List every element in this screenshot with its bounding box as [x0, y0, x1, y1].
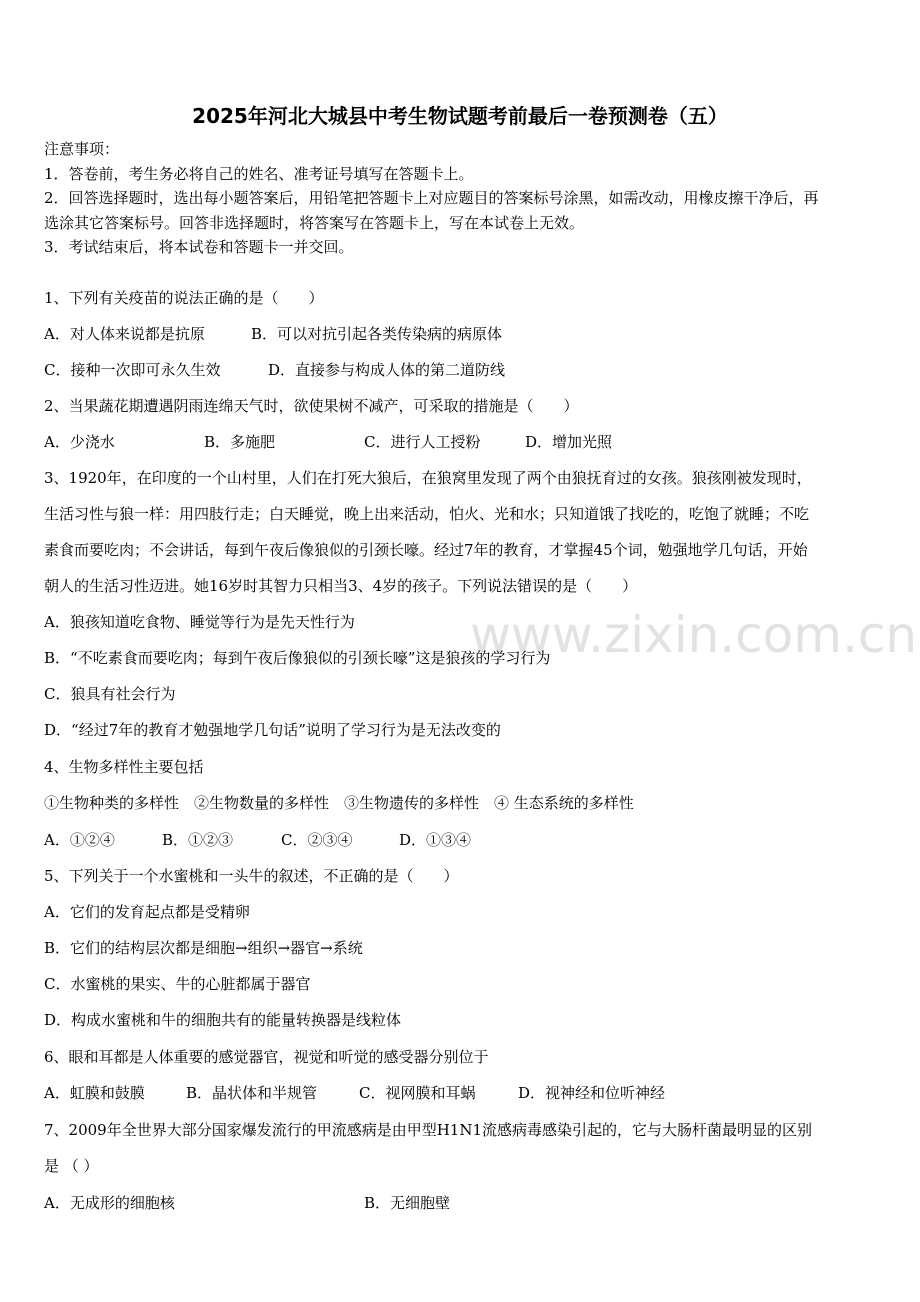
q3-option-a: A．狼孩知道吃食物、睡觉等行为是先天性行为 — [44, 613, 355, 631]
q7-stem-line: 7、2009年全世界大部分国家爆发流行的甲流感病是由甲型H1N1流感病毒感染引起的，它与大肠杆菌最明显的区别 — [44, 1121, 813, 1139]
q3-stem-line: 生活习性与狼一样：用四肢行走；白天睡觉，晚上出来活动，怕火、光和水；只知道饿了找吃的，吃饱了就睡；不吃 — [44, 505, 810, 523]
notice-item: 2．回答选择题时，选出每小题答案后，用铅笔把答题卡上对应题目的答案标号涂黑，如需改动，用橡皮擦干净后，再 — [44, 189, 819, 207]
q5-option-a: A．它们的发育起点都是受精卵 — [44, 903, 250, 921]
q3-stem-line: 素食而要吃肉；不会讲话，每到午夜后像狼似的引颈长嚎。经过7年的教育，才掌握45个词，勉强地学几句话，开始 — [44, 541, 808, 559]
q2-stem: 2、当果蔬花期遭遇阴雨连绵天气时，欲使果树不减产，可采取的措施是（ ） — [44, 397, 579, 415]
notice-item: 3．考试结束后，将本试卷和答题卡一并交回。 — [44, 238, 354, 256]
q1-option-c: C．接种一次即可永久生效 — [44, 361, 221, 379]
q1-options-row2 — [44, 360, 506, 380]
q7-options — [44, 1193, 564, 1213]
q5-option-c: C．水蜜桃的果实、牛的心脏都属于器官 — [44, 975, 311, 993]
q3-stem-line: 3、1920年，在印度的一个山村里，人们在打死大狼后，在狼窝里发现了两个由狼抚育过的女孩。狼孩刚被发现时， — [44, 469, 812, 487]
page-title: 2025年河北大城县中考生物试题考前最后一卷预测卷（五） — [192, 104, 728, 128]
q6-option-d: D．视神经和位听神经 — [518, 1084, 666, 1102]
q6-options — [44, 1083, 704, 1103]
notice-section — [44, 137, 884, 260]
q5-stem: 5、下列关于一个水蜜桃和一头牛的叙述，不正确的是（ ） — [44, 867, 459, 885]
q1-option-d: D．直接参与构成人体的第二道防线 — [268, 361, 506, 379]
q2-options — [44, 432, 684, 452]
q1-options-row1 — [44, 324, 503, 344]
q7-stem-line: 是 （ ） — [44, 1157, 99, 1175]
q2-option-c: C．进行人工授粉 — [364, 433, 481, 451]
q2-option-a: A．少浇水 — [44, 433, 115, 451]
q6-option-b: B．晶状体和半规管 — [186, 1084, 318, 1102]
q7-option-b: B．无细胞壁 — [364, 1194, 451, 1212]
q1-option-b: B．可以对抗引起各类传染病的病原体 — [251, 325, 503, 343]
q3-option-c: C．狼具有社会行为 — [44, 685, 176, 703]
q4-option-b: B．①②③ — [162, 831, 234, 849]
notice-heading: 注意事项： — [44, 140, 120, 158]
q4-options — [44, 830, 504, 850]
q4-stem: 4、生物多样性主要包括 — [44, 758, 204, 776]
q4-option-d: D．①③④ — [399, 831, 472, 849]
q1-option-a: A．对人体来说都是抗原 — [44, 325, 205, 343]
q4-items: ①生物种类的多样性 ②生物数量的多样性 ③生物遗传的多样性 ④ 生态系统的多样性 — [44, 794, 634, 812]
q5-option-b: B．它们的结构层次都是细胞→组织→器官→系统 — [44, 939, 363, 957]
q4-option-c: C．②③④ — [281, 831, 353, 849]
q3-stem-line: 朝人的生活习性迈进。她16岁时其智力只相当3、4岁的孩子。下列说法错误的是（ ） — [44, 577, 638, 595]
q3-option-b: B．“不吃素食而要吃肉；每到午夜后像狼似的引颈长嚎”这是狼孩的学习行为 — [44, 649, 551, 667]
q6-option-a: A．虹膜和鼓膜 — [44, 1084, 145, 1102]
notice-item: 1．答卷前，考生务必将自己的姓名、准考证号填写在答题卡上。 — [44, 164, 474, 183]
q6-option-c: C．视网膜和耳蜗 — [359, 1084, 476, 1102]
q2-option-b: B．多施肥 — [204, 433, 276, 451]
q2-option-d: D．增加光照 — [525, 433, 613, 451]
q5-option-d: D．构成水蜜桃和牛的细胞共有的能量转换器是线粒体 — [44, 1011, 402, 1029]
q4-option-a: A．①②④ — [44, 831, 115, 849]
q3-option-d: D．“经过7年的教育才勉强地学几句话”说明了学习行为是无法改变的 — [44, 721, 501, 739]
q1-stem: 1、下列有关疫苗的说法正确的是（ ） — [44, 289, 324, 307]
notice-item: 选涂其它答案标号。回答非选择题时，将答案写在答题卡上，写在本试卷上无效。 — [44, 213, 585, 232]
q7-option-a: A．无成形的细胞核 — [44, 1194, 175, 1212]
watermark: www.zixin.com.cn — [470, 606, 918, 664]
q6-stem: 6、眼和耳都是人体重要的感觉器官，视觉和听觉的感受器分别位于 — [44, 1048, 489, 1066]
